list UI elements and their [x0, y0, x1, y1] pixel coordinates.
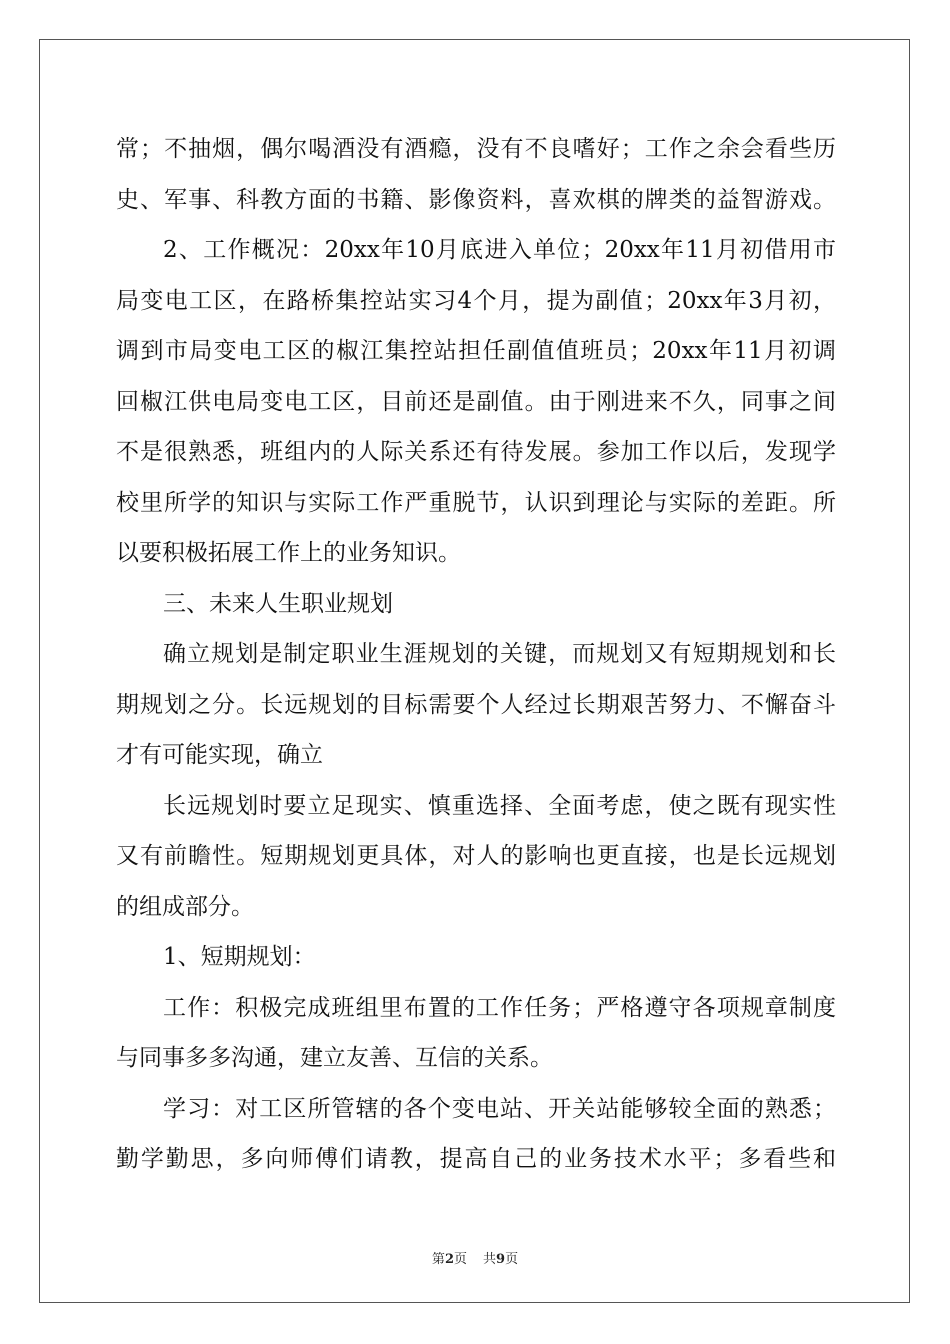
text-line: 与同事多多沟通，建立友善、互信的关系。	[116, 1045, 553, 1071]
document-body	[116, 124, 836, 1185]
text-line: 调到市局变电工区的椒江集控站担任副值值班员；20xx年11月初调	[116, 338, 836, 364]
text-line: 史、军事、科教方面的书籍、影像资料，喜欢棋的牌类的益智游戏。	[116, 186, 836, 213]
text-line: 常；不抽烟，偶尔喝酒没有酒瘾，没有不良嗜好；工作之余会看些历	[116, 136, 836, 162]
text-line: 期规划之分。长远规划的目标需要个人经过长期艰苦努力、不懈奋斗	[116, 691, 836, 718]
total-label-prefix: 共	[483, 1252, 497, 1267]
text-line: 工作：积极完成班组里布置的工作任务；严格遵守各项规章制度	[163, 994, 836, 1021]
text-line: 不是很熟悉，班组内的人际关系还有待发展。参加工作以后，发现学	[116, 439, 836, 465]
page-footer	[0, 1248, 950, 1267]
text-line: 以要积极拓展工作上的业务知识。	[116, 540, 461, 566]
text-line: 确立规划是制定职业生涯规划的关键，而规划又有短期规划和长	[163, 641, 836, 667]
text-line: 学习：对工区所管辖的各个变电站、开关站能够较全面的熟悉；	[163, 1095, 836, 1122]
subsection-heading: 1、短期规划：	[163, 944, 316, 970]
text-line: 回椒江供电局变电工区，目前还是副值。由于刚进来不久，同事之间	[116, 388, 836, 415]
section-heading: 三、未来人生职业规划	[163, 590, 393, 617]
text-line: 又有前瞻性。短期规划更具体，对人的影响也更直接，也是长远规划	[116, 843, 836, 869]
page-label-prefix: 第	[431, 1252, 445, 1267]
text-line: 勤学勤思，多向师傅们请教，提高自己的业务技术水平；多看些和	[116, 1146, 836, 1172]
text-line: 校里所学的知识与实际工作严重脱节，认识到理论与实际的差距。所	[116, 489, 836, 516]
text-line: 的组成部分。	[116, 893, 254, 920]
text-line: 才有可能实现，确立	[116, 742, 323, 768]
text-line: 局变电工区，在路桥集控站实习4个月，提为副值；20xx年3月初，	[116, 287, 836, 314]
text-line: 长远规划时要立足现实、慎重选择、全面考虑，使之既有现实性	[163, 792, 836, 819]
total-label-suffix: 页	[505, 1252, 519, 1267]
page-number: 2	[444, 1252, 454, 1267]
text-line: 2、工作概况：20xx年10月底进入单位；20xx年11月初借用市	[163, 237, 836, 263]
total-pages: 9	[496, 1252, 506, 1267]
page-label-suffix: 页	[453, 1252, 467, 1267]
